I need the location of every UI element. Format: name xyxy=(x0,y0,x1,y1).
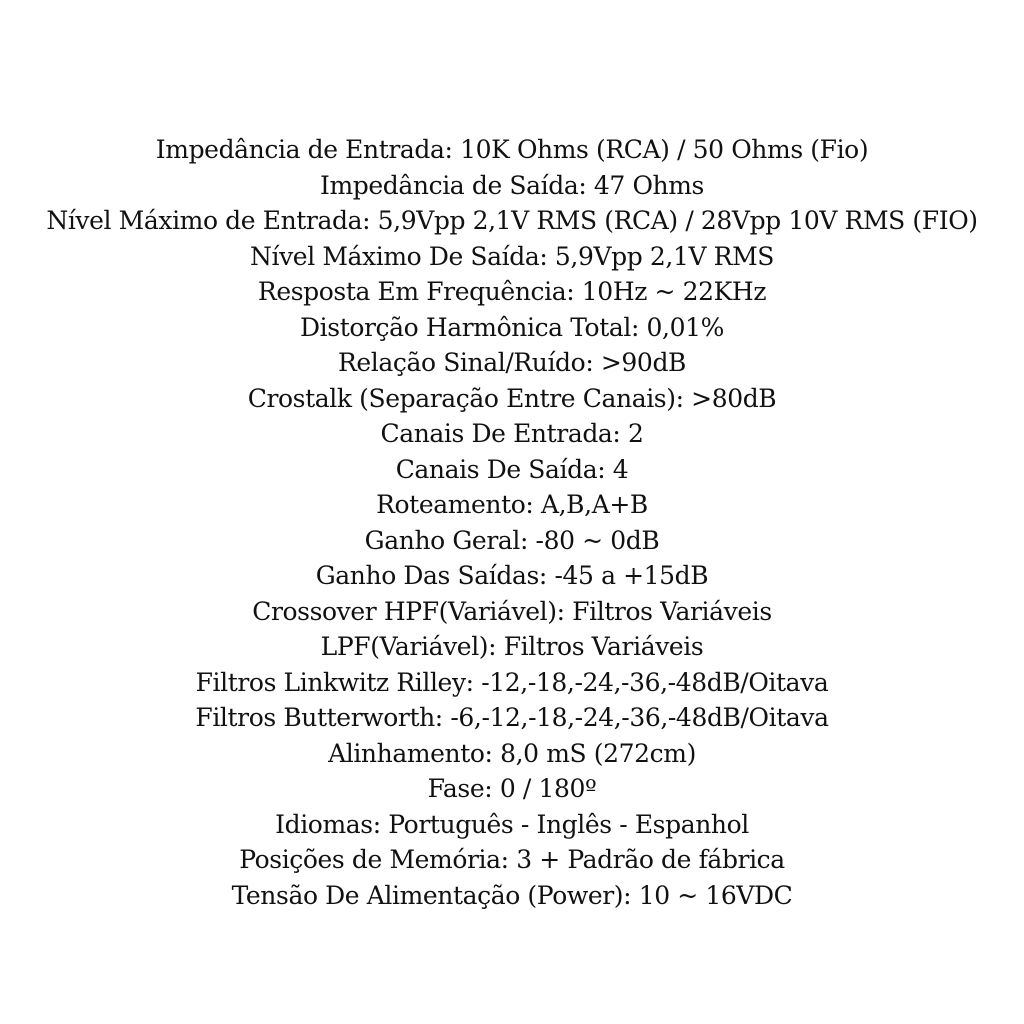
spec-output-gain: Ganho Das Saídas: -45 a +15dB xyxy=(315,561,709,590)
spec-output-channels: Canais De Saída: 4 xyxy=(395,454,629,484)
spec-languages: Idiomas: Português - Inglês - Espanhol xyxy=(275,809,749,839)
spec-signal-noise-ratio: Relação Sinal/Ruído: >90dB xyxy=(337,348,687,377)
spec-output-impedance: Impedância de Saída: 47 Ohms xyxy=(320,170,704,200)
spec-frequency-response: Resposta Em Frequência: 10Hz ~ 22KHz xyxy=(257,277,767,306)
spec-total-harmonic-distortion: Distorção Harmônica Total: 0,01% xyxy=(300,312,724,342)
spec-list xyxy=(0,132,1024,913)
spec-butterworth-filters: Filtros Butterworth: -6,-12,-18,-24,-36,-48dB/Oitava xyxy=(195,703,829,732)
spec-input-impedance: Impedância de Entrada: 10K Ohms (RCA) / 50 Ohms (Fio) xyxy=(155,135,869,164)
spec-supply-voltage: Tensão De Alimentação (Power): 10 ~ 16VDC xyxy=(231,880,793,910)
spec-general-gain: Ganho Geral: -80 ~ 0dB xyxy=(364,525,660,555)
spec-phase: Fase: 0 / 180º xyxy=(427,774,597,803)
spec-linkwitz-riley-filters: Filtros Linkwitz Rilley: -12,-18,-24,-36,-48dB/Oitava xyxy=(195,667,829,697)
spec-max-input-level: Nível Máximo de Entrada: 5,9Vpp 2,1V RMS (RCA) / 28Vpp 10V RMS (FIO) xyxy=(46,206,978,235)
spec-memory-positions: Posições de Memória: 3 + Padrão de fábrica xyxy=(239,845,785,874)
spec-crosstalk: Crostalk (Separação Entre Canais): >80dB xyxy=(247,383,777,413)
spec-crossover-hpf: Crossover HPF(Variável): Filtros Variáveis xyxy=(252,596,772,626)
spec-max-output-level: Nível Máximo De Saída: 5,9Vpp 2,1V RMS xyxy=(250,241,774,271)
spec-crossover-lpf: LPF(Variável): Filtros Variáveis xyxy=(320,632,704,661)
spec-routing: Roteamento: A,B,A+B xyxy=(376,490,648,519)
spec-input-channels: Canais De Entrada: 2 xyxy=(380,419,644,448)
spec-alignment: Alinhamento: 8,0 mS (272cm) xyxy=(328,738,696,768)
